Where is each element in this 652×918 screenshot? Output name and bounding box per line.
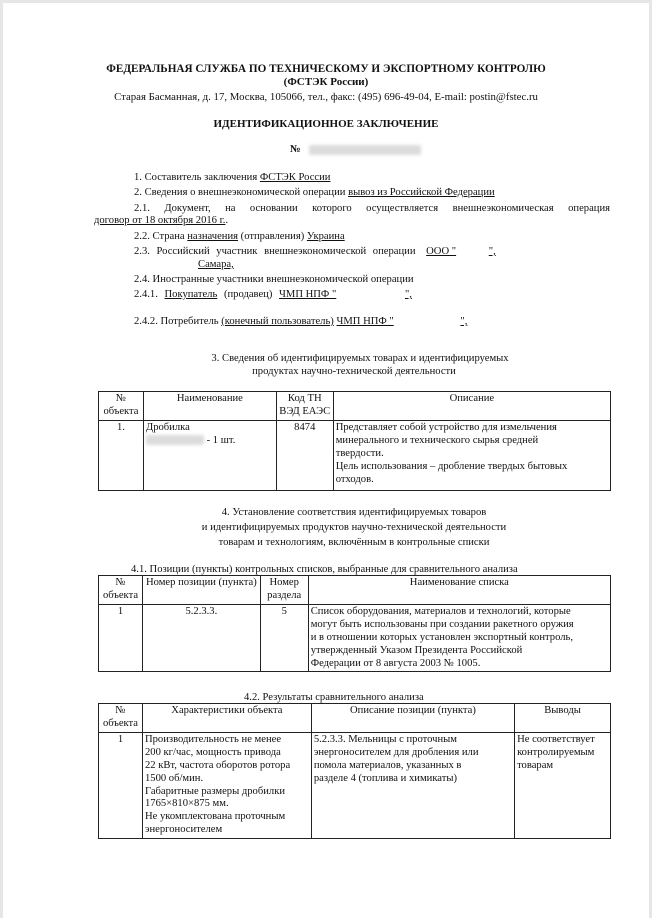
list-name-line: утвержденный Указом Президента Российской <box>310 644 523 656</box>
desc-line: помола материалов, указанных в <box>313 759 462 771</box>
section-1-label: 1. Составитель заключения <box>134 172 258 183</box>
header-name: Наименование <box>143 392 276 421</box>
section-2-4-1-value: ЧМП НПФ " <box>279 289 337 300</box>
table-row <box>99 420 611 490</box>
section-2-3-city: Самара, <box>198 259 234 270</box>
cell-conclusion <box>515 732 611 838</box>
section-2-2-term: назначения <box>187 231 239 242</box>
goods-table-header <box>99 392 611 421</box>
section-2-2-tail: (отправления) <box>240 231 305 242</box>
list-name-line: Федерации от 8 августа 2003 № 1005. <box>310 657 481 669</box>
org-short-name: (ФСТЭК России) <box>283 76 369 88</box>
table-row <box>99 732 611 838</box>
desc-line: разделе 4 (топлива и химикаты) <box>313 772 458 784</box>
comparison-table <box>98 703 611 839</box>
document-number <box>290 143 421 156</box>
desc-line: Цель использования – дробление твердых бытовых <box>335 460 568 472</box>
cell-object-no: 1. <box>99 420 144 490</box>
document-title: ИДЕНТИФИКАЦИОННОЕ ЗАКЛЮЧЕНИЕ <box>213 118 439 130</box>
section-3-heading-1: 3. Сведения об идентифицируемых товарах и идентифицируемых <box>211 353 509 364</box>
char-line: Габаритные размеры дробилки <box>144 785 286 797</box>
header-description: Описание <box>333 392 610 421</box>
section-2-2 <box>134 230 345 243</box>
section-2-1-tail: . <box>225 215 229 226</box>
redacted-model <box>146 435 204 445</box>
header-position-description: Описание позиции (пункта) <box>311 704 514 733</box>
section-2-4-2-value: ЧМП НПФ " <box>336 316 394 327</box>
list-name-line: могут быть использованы при создании ракетного оружия <box>310 618 574 630</box>
list-name-line: Список оборудования, материалов и технологий, которые <box>310 605 571 617</box>
char-line: 1765×810×875 мм. <box>144 798 229 810</box>
header-list-name: Наименование списка <box>308 576 610 605</box>
desc-line: энергоносителем для дробления или <box>313 746 479 758</box>
section-2-4-1-label: 2.4.1. <box>134 289 158 300</box>
section-4-1-title: 4.1. Позиции (пункты) контрольных списков, выбранные для сравнительного анализа <box>131 564 518 575</box>
section-2-4-2-term: (конечный пользователь) <box>221 316 334 327</box>
section-2-value: вывоз из Российской Федерации <box>348 187 495 198</box>
section-2-4-2-label: 2.4.2. Потребитель <box>134 316 219 327</box>
section-2-1-line2 <box>94 214 228 227</box>
header-characteristics: Характеристики объекта <box>142 704 311 733</box>
desc-line: минерального и технического сырья средней <box>335 434 539 446</box>
cell-object-no: 1 <box>99 732 143 838</box>
cell-object-no: 1 <box>99 604 143 672</box>
org-name: ФЕДЕРАЛЬНАЯ СЛУЖБА ПО ТЕХНИЧЕСКОМУ И ЭКСПОРТНОМУ КОНТРОЛЮ <box>106 63 546 75</box>
goods-table <box>98 391 611 491</box>
header-object-no: № объекта <box>99 576 143 605</box>
header-object-no: № объекта <box>99 392 144 421</box>
section-1-value: ФСТЭК России <box>259 172 331 183</box>
header-position: Номер позиции (пункта) <box>142 576 260 605</box>
char-line: 200 кг/час, мощность привода <box>144 746 281 758</box>
section-2-4-1-tail: (продавец) <box>223 289 273 300</box>
section-2-4-2-quote-close: ", <box>460 316 468 327</box>
cell-position: 5.2.3.3. <box>142 604 260 672</box>
header-object-no: № объекта <box>99 704 143 733</box>
section-4-heading-2: и идентифицируемых продуктов научно-технической деятельности <box>201 522 507 533</box>
char-line: энергоносителем <box>144 824 223 836</box>
section-2-4-1-quote-close: ", <box>404 289 412 300</box>
section-4-heading-1: 4. Установление соответствия идентифицируемых товаров <box>221 507 487 518</box>
control-list-header <box>99 576 611 605</box>
section-2-1-line1: 2.1. Документ, на основании которого осуществляется внешнеэкономическая операция <box>134 203 610 214</box>
control-list-table <box>98 575 611 672</box>
conclusion-line: контролируемым <box>517 746 595 758</box>
header-section: Номер раздела <box>260 576 308 605</box>
section-2-3-value: ООО " <box>426 246 457 257</box>
char-line: 22 кВт, частота оборотов ротора <box>144 759 291 771</box>
section-4-heading-3: товарам и технологиям, включённым в контрольные списки <box>218 537 490 548</box>
table-row <box>99 604 611 672</box>
char-line: Производительность не менее <box>144 733 282 745</box>
section-2-4-1-term: Покупатель <box>164 289 218 300</box>
cell-list-name <box>308 604 610 672</box>
section-3-heading-2: продуктах научно-технической деятельности <box>252 366 456 377</box>
cell-description <box>333 420 610 490</box>
desc-line: отходов. <box>335 473 374 485</box>
section-2-4-1 <box>134 288 412 301</box>
section-2 <box>134 186 495 199</box>
desc-line: Представляет собой устройство для измельчения <box>335 421 557 433</box>
cell-code: 8474 <box>276 420 333 490</box>
conclusion-line: Не соответствует <box>517 733 595 745</box>
scan-edge-left <box>0 0 3 918</box>
section-2-1-document: договор от 18 октября 2016 г. <box>94 215 226 226</box>
section-2-3-quote-close: ", <box>488 246 496 257</box>
redacted-number <box>309 145 421 155</box>
section-4-2-title: 4.2. Результаты сравнительного анализа <box>244 692 424 703</box>
section-2-2-value: Украина <box>306 231 345 242</box>
goods-name: Дробилка <box>145 421 190 433</box>
section-1 <box>134 171 330 184</box>
section-2-3 <box>134 245 496 258</box>
header-code: Код ТН ВЭД ЕАЭС <box>276 392 333 421</box>
conclusion-line: товарам <box>517 759 554 771</box>
cell-name <box>143 420 276 490</box>
section-2-3-label: 2.3. Российский участник внешнеэкономической операции <box>134 246 416 257</box>
org-address: Старая Басманная, д. 17, Москва, 105066, тел., факс: (495) 696-49-04, E-mail: postin@fstec.ru <box>114 91 538 103</box>
scan-edge-top <box>0 0 652 3</box>
section-2-4: 2.4. Иностранные участники внешнеэкономической операции <box>134 274 414 285</box>
cell-section: 5 <box>260 604 308 672</box>
comparison-header <box>99 704 611 733</box>
goods-qty: - 1 шт. <box>206 434 236 446</box>
list-name-line: и в отношении которых установлен экспортный контроль, <box>310 631 573 643</box>
cell-characteristics <box>142 732 311 838</box>
char-line: Не укомплектована проточным <box>144 811 286 823</box>
header-conclusion: Выводы <box>515 704 611 733</box>
section-2-label: 2. Сведения о внешнеэкономической операции <box>134 187 346 198</box>
number-label: № <box>290 144 301 155</box>
goods-qty-line <box>146 435 274 448</box>
section-2-4-2 <box>134 315 467 328</box>
desc-line: 5.2.3.3. Мельницы с проточным <box>313 733 457 745</box>
section-2-2-label: 2.2. Страна <box>134 231 185 242</box>
char-line: 1500 об/мин. <box>144 772 204 784</box>
desc-line: твердости. <box>335 447 384 459</box>
cell-position-description <box>311 732 514 838</box>
